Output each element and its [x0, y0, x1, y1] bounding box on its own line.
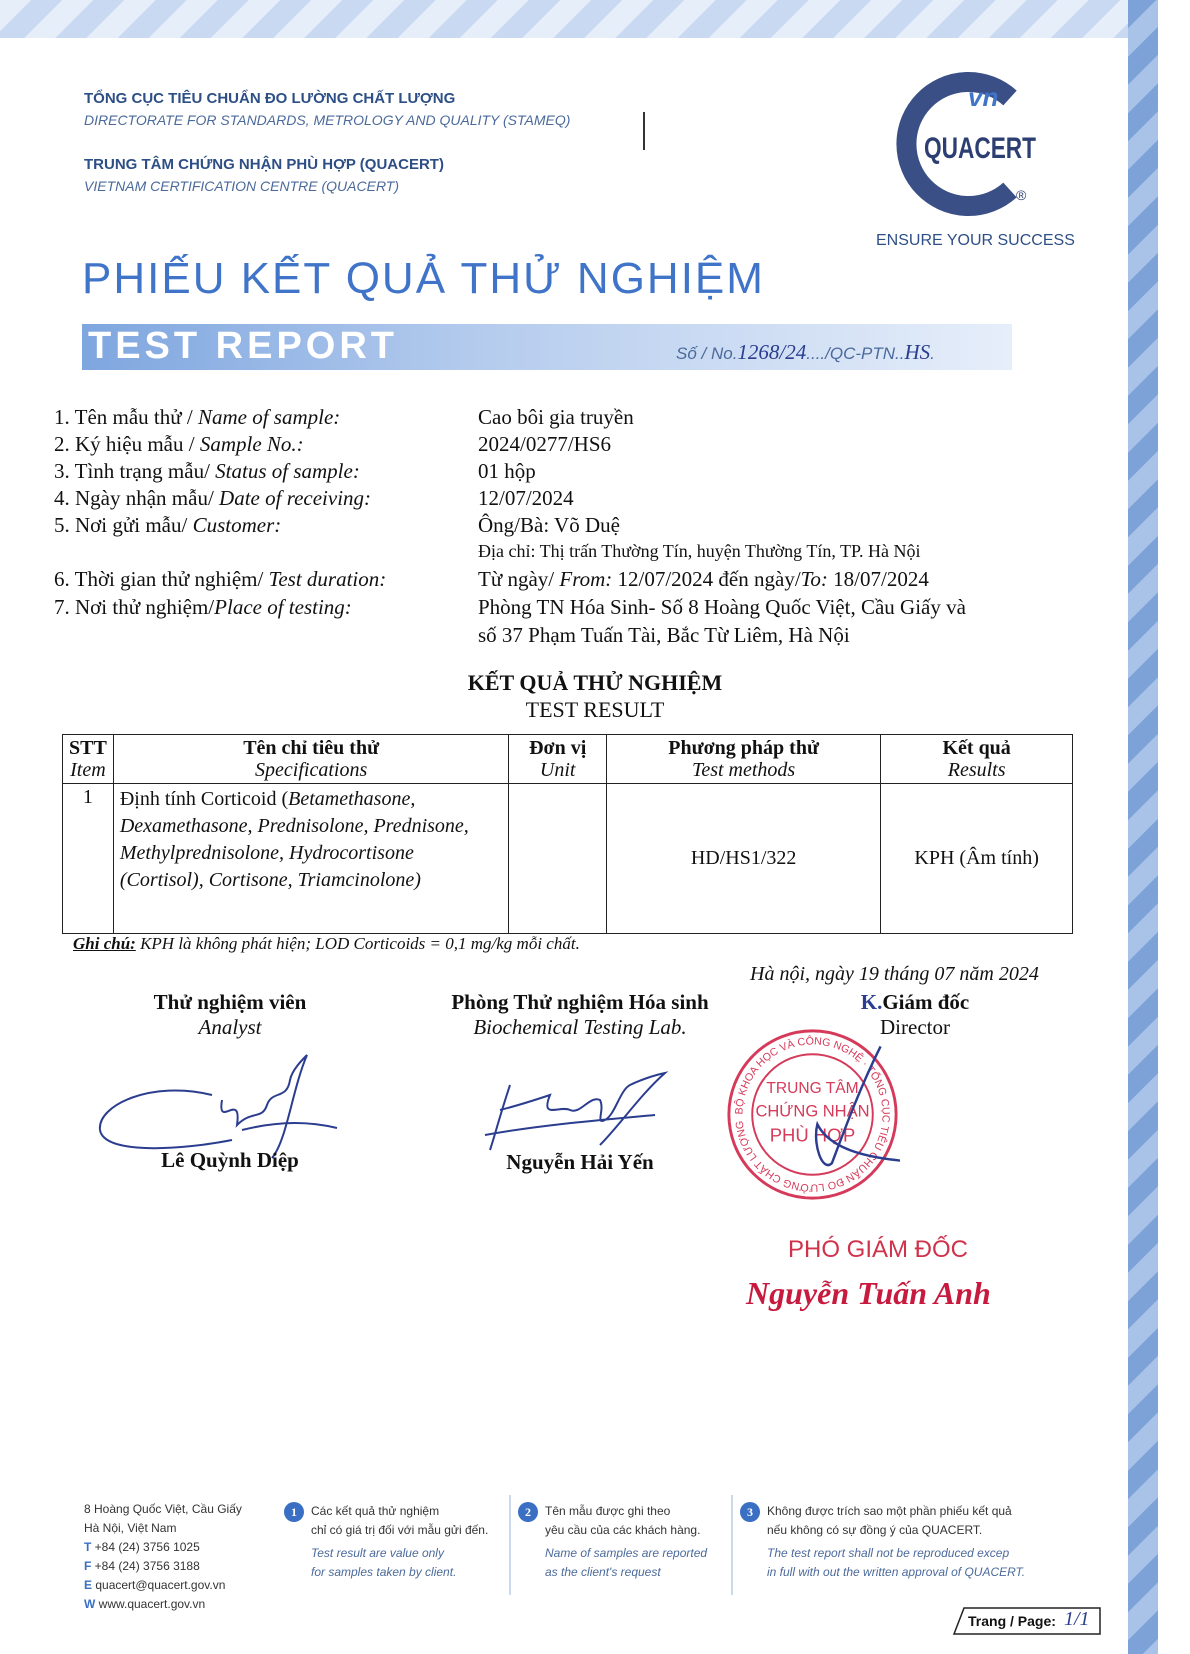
info-value-duration: Từ ngày/ From: 12/07/2024 đến ngày/To: 18/07/2024 [478, 567, 929, 591]
cell-unit [509, 784, 606, 934]
footer-tel: T +84 (24) 3756 1025 [84, 1540, 200, 1554]
footer-email: E quacert@quacert.gov.vn [84, 1578, 226, 1592]
cell-spec: Định tính Corticoid (Betamethasone, Dexamethasone, Prednisolone, Prednisone, Methylprednisolone, Hydrocortisone (Cortisol), Cortisone, Triamcinolone) [113, 784, 509, 934]
results-heading-vi: KẾT QUẢ THỬ NGHIỆM [467, 670, 723, 695]
footer-address-1: 8 Hoàng Quốc Việt, Cầu Giấy [84, 1502, 242, 1516]
footer-note-3: Không được trích sao một phần phiếu kết quả nếu không có sự đồng ý của QUACERT. The test report shall not be reproduced excep in full with out the written approval of QUACERT. [767, 1504, 1026, 1579]
lab-signature [480, 1065, 680, 1155]
header-divider [643, 112, 645, 150]
info-value-sample-no: 2024/0277/HS6 [478, 432, 612, 456]
page-label: Trang / Page: [968, 1613, 1056, 1629]
info-value-place: Phòng TN Hóa Sinh- Số 8 Hoàng Quốc Việt, Cầu Giấy và [478, 595, 966, 619]
info-label-6: 6. Thời gian thử nghiệm/ Test duration: [54, 567, 387, 591]
info-label-3: 3. Tình trạng mẫu/ Status of sample: [54, 459, 360, 483]
org2-name: TRUNG TÂM CHỨNG NHẬN PHÙ HỢP (QUACERT) [84, 156, 444, 173]
report-no-prefix: Số / No. [676, 344, 738, 363]
footer-address-2: Hà Nội, Việt Nam [84, 1521, 177, 1535]
vice-director-label: PHÓ GIÁM ĐỐC [788, 1236, 969, 1263]
info-value-customer: Ông/Bà: Võ Duệ [478, 513, 620, 537]
stamp-ring-text: BỘ KHOA HỌC VÀ CÔNG NGHỆ · TỔNG CỤC TIÊU CHUẨN ĐO LƯỜNG CHẤT LƯỢNG [733, 1035, 892, 1194]
cell-result: KPH (Âm tính) [881, 784, 1073, 934]
stamp-line-1: TRUNG TÂM [766, 1080, 859, 1098]
decorative-top-band [0, 0, 1158, 38]
director-title: K.Giám đốc [860, 990, 970, 1014]
report-no-suffix: HS [904, 340, 931, 364]
title-vi: PHIẾU KẾT QUẢ THỬ NGHIỆM [82, 254, 765, 303]
footer-note-2: Tên mẫu được ghi theo yêu cầu của các khách hàng. Name of samples are reported as the client's request [545, 1504, 708, 1579]
analyst-signature [92, 1050, 352, 1160]
col-header-result: Kết quả Results [881, 735, 1073, 784]
analyst-title-en: Analyst [198, 1015, 262, 1039]
footer-web: W www.quacert.gov.vn [84, 1597, 206, 1611]
info-label-7: 7. Nơi thử nghiệm/Place of testing: [54, 595, 352, 619]
info-label-4: 4. Ngày nhận mẫu/ Date of receiving: [54, 486, 372, 510]
stamp-line-2: CHỨNG NHẬN [755, 1101, 870, 1121]
logo-registered: ® [1016, 187, 1027, 203]
table-row [63, 784, 1073, 934]
official-stamp [725, 1027, 900, 1202]
page-value: 1/1 [1064, 1608, 1090, 1630]
lab-block [420, 990, 740, 1040]
org2-name-en: VIETNAM CERTIFICATION CENTRE (QUACERT) [84, 178, 400, 194]
org1-name-en: DIRECTORATE FOR STANDARDS, METROLOGY AND QUALITY (STAMEQ) [84, 112, 571, 128]
lab-title-en: Biochemical Testing Lab. [473, 1015, 687, 1039]
info-label-5: 5. Nơi gửi mẫu/ Customer: [54, 513, 282, 537]
footer-note-2-number: 2 [518, 1502, 538, 1522]
report-no-value: 1268/24 [737, 340, 807, 364]
report-no-mid: ..../QC-PTN.. [806, 344, 905, 363]
lab-name: Nguyễn Hải Yến [506, 1150, 654, 1174]
issue-date: Hà nội, ngày 19 tháng 07 năm 2024 [750, 963, 1039, 985]
info-label-2: 2. Ký hiệu mẫu / Sample No.: [54, 432, 304, 456]
col-header-spec: Tên chỉ tiêu thử Specifications [113, 735, 509, 784]
stamp-line-3: PHÙ HỢP [769, 1124, 856, 1146]
logo-vn-text: vn [968, 82, 999, 112]
footer-dividers [280, 1495, 1040, 1605]
cell-item: 1 [63, 784, 114, 934]
quacert-logo [890, 68, 1040, 218]
org1-name: TỔNG CỤC TIÊU CHUẨN ĐO LƯỜNG CHẤT LƯỢNG [84, 90, 456, 107]
page-indicator [952, 1606, 1102, 1636]
info-label-1: 1. Tên mẫu thử / Name of sample: [54, 405, 341, 429]
col-header-method: Phương pháp thử Test methods [606, 735, 880, 784]
footer-note-1: Các kết quả thử nghiệm chỉ có giá trị đối với mẫu gửi đến. Test result are value only for samples taken by client. [311, 1504, 489, 1579]
footer-contact [84, 1500, 242, 1614]
table-header-row [63, 735, 1073, 784]
note: Ghi chú: KPH là không phát hiện; LOD Corticoids = 0,1 mg/kg mỗi chất. [73, 934, 580, 953]
info-value-date-receiving: 12/07/2024 [478, 486, 574, 510]
footer-note-1-number: 1 [284, 1502, 304, 1522]
footer-fax: F +84 (24) 3756 3188 [84, 1559, 200, 1573]
vice-director-name: Nguyễn Tuấn Anh [746, 1275, 991, 1311]
col-header-item: STT Item [63, 735, 114, 784]
results-heading-en: TEST RESULT [525, 697, 665, 722]
info-value-sample-name: Cao bôi gia truyền [478, 405, 634, 429]
decorative-right-band [1128, 0, 1158, 1654]
info-value-place-2: số 37 Phạm Tuấn Tài, Bắc Từ Liêm, Hà Nội [478, 623, 850, 647]
info-value-address: Địa chỉ: Thị trấn Thường Tín, huyện Thường Tín, TP. Hà Nội [478, 541, 921, 561]
director-title-en: Director [880, 1015, 950, 1039]
footer-note-3-number: 3 [740, 1502, 760, 1522]
cell-method: HD/HS1/322 [606, 784, 880, 934]
report-number [676, 340, 935, 365]
results-table [62, 734, 1073, 934]
analyst-title: Thử nghiệm viên [153, 990, 307, 1014]
lab-title: Phòng Thử nghiệm Hóa sinh [451, 990, 709, 1014]
info-value-status: 01 hộp [478, 459, 536, 483]
analyst-block [110, 990, 350, 1040]
report-no-end: . [930, 344, 935, 363]
logo-text: QUACERT [924, 132, 1036, 165]
title-en: TEST REPORT [88, 325, 399, 367]
tagline: ENSURE YOUR SUCCESS [876, 232, 1075, 249]
analyst-name: Lê Quỳnh Diệp [161, 1148, 299, 1172]
col-header-unit: Đơn vị Unit [509, 735, 606, 784]
